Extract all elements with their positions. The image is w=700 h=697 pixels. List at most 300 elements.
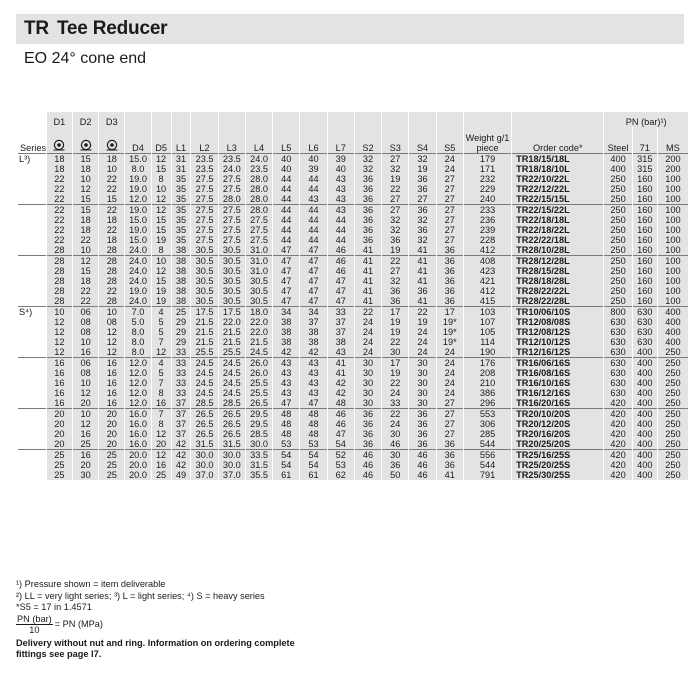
col-l3: L3 [218,127,245,154]
table-cell: 630 [604,388,632,398]
table-row [18,235,688,245]
table-cell: 20 [46,429,72,439]
table-cell: 100 [657,245,688,256]
table-cell: 46 [354,450,381,461]
table-cell: 30 [409,358,436,369]
table-cell: 105 [463,327,511,337]
table-cell: 29.5 [245,409,272,420]
table-cell: 250 [604,286,632,296]
series-cell [18,388,46,398]
table-cell: 28.0 [245,174,272,184]
table-row [18,347,688,358]
table-cell: 54 [273,460,300,470]
table-cell: 423 [463,266,511,276]
table-cell: 5 [151,317,171,327]
series-cell [18,368,46,378]
table-cell: 28 [99,276,125,286]
table-cell: 41 [327,358,354,369]
col-s4: S4 [409,127,436,154]
series-cell [18,460,46,470]
table-cell: 44 [273,225,300,235]
table-cell: 420 [604,460,632,470]
table-cell: 26.5 [218,419,245,429]
footnote-conversion [16,614,316,635]
table-cell: 30 [354,378,381,388]
table-cell: 44 [273,174,300,184]
table-cell: 25.5 [245,378,272,388]
table-cell: 35 [171,215,191,225]
table-cell: 46 [382,439,409,450]
table-cell: 62 [327,470,354,480]
table-cell: 22 [382,409,409,420]
table-cell: 400 [657,337,688,347]
table-cell: 32 [409,215,436,225]
table-cell: 27.5 [191,225,218,235]
fraction-denominator: 10 [29,624,40,635]
table-cell: 24.0 [125,245,151,256]
table-cell: 54 [300,450,327,461]
table-cell: 250 [604,245,632,256]
table-cell: 38 [300,337,327,347]
table-cell: 250 [657,388,688,398]
table-cell: 34 [273,307,300,318]
table-cell: 20 [73,460,99,470]
table-cell: 20 [151,439,171,450]
table-cell: 08 [73,327,99,337]
order-code-cell: TR22/18/22L [512,225,604,235]
table-cell: 27 [409,194,436,205]
page-subtitle: EO 24° cone end [24,50,147,67]
table-cell: 48 [300,429,327,439]
table-cell: 30.5 [245,276,272,286]
table-cell: 30 [409,378,436,388]
table-cell: 28 [46,276,72,286]
table-cell: 41 [354,276,381,286]
table-cell: 420 [604,419,632,429]
table-cell: 18 [99,215,125,225]
order-code-cell: TR18/18/10L [512,164,604,174]
table-cell: 30 [409,368,436,378]
table-row [18,256,688,267]
table-cell: 544 [463,439,511,450]
table-cell: 10 [73,409,99,420]
table-cell: 30.5 [191,266,218,276]
table-cell: 160 [632,225,657,235]
table-cell: 06 [73,358,99,369]
table-cell: 15.0 [125,215,151,225]
table-cell: 250 [657,429,688,439]
table-cell: 22 [46,184,72,194]
table-cell: 30 [382,450,409,461]
series-cell [18,256,46,267]
table-cell: 630 [604,368,632,378]
table-cell: 20 [99,429,125,439]
table-cell: 210 [463,378,511,388]
table-cell: 30.5 [218,256,245,267]
table-cell: 43 [327,184,354,194]
table-cell: 12 [151,154,171,165]
table-row [18,378,688,388]
table-row [18,358,688,369]
table-cell: 27 [436,215,463,225]
table-cell: 22 [99,225,125,235]
table-cell: 36 [354,215,381,225]
table-cell: 41 [409,296,436,307]
table-cell: 36 [436,276,463,286]
col-l6: L6 [300,127,327,154]
table-cell: 22 [99,184,125,194]
order-code-cell: TR16/08/16S [512,368,604,378]
table-cell: 37 [171,419,191,429]
table-cell: 7 [151,378,171,388]
table-row [18,205,688,216]
table-cell: 47 [327,276,354,286]
order-code-cell: TR28/22/22L [512,286,604,296]
table-cell: 420 [604,429,632,439]
table-cell: 8.0 [125,164,151,174]
table-cell: 46 [354,470,381,480]
order-code-cell: TR22/22/18L [512,235,604,245]
table-cell: 32 [382,276,409,286]
table-cell: 36 [354,225,381,235]
order-code-cell: TR12/08/12S [512,327,604,337]
table-cell: 296 [463,398,511,409]
table-cell: 44 [273,184,300,194]
table-cell: 36 [409,439,436,450]
footnotes [16,579,316,661]
table-row [18,439,688,450]
table-cell: 630 [632,317,657,327]
table-cell: 250 [604,276,632,286]
table-cell: 16 [46,398,72,409]
table-cell: 31.0 [245,245,272,256]
table-cell: 20 [73,398,99,409]
table-cell: 40 [273,154,300,165]
table-cell: 08 [99,317,125,327]
table-cell: 28.5 [245,429,272,439]
table-cell: 17 [382,307,409,318]
table-cell: 44 [273,215,300,225]
table-cell: 46 [409,460,436,470]
table-cell: 47 [273,276,300,286]
order-code-cell: TR12/10/12S [512,337,604,347]
table-row [18,337,688,347]
table-cell: 41 [436,470,463,480]
table-cell: 25 [151,470,171,480]
table-cell: 12 [151,450,171,461]
table-cell: 12.0 [125,194,151,205]
table-cell: 41 [327,368,354,378]
table-cell: 24.0 [125,296,151,307]
table-cell: 22 [99,286,125,296]
table-cell: 26.5 [218,409,245,420]
table-cell: 38 [171,256,191,267]
table-cell: 20.0 [125,450,151,461]
table-cell: 553 [463,409,511,420]
table-cell: 400 [632,398,657,409]
dimension-table [18,112,688,480]
table-cell: 35.5 [245,470,272,480]
table-cell: 400 [632,439,657,450]
table-cell: 47 [327,429,354,439]
table-cell: 12 [46,327,72,337]
order-code-cell: TR28/10/28L [512,245,604,256]
table-cell: 42 [327,378,354,388]
table-cell: 36 [354,184,381,194]
table-cell: 100 [657,256,688,267]
table-cell: 17.5 [218,307,245,318]
table-cell: 7 [151,409,171,420]
product-name: Tee Reducer [56,18,168,39]
table-cell: 47 [327,286,354,296]
table-cell: 32 [409,235,436,245]
series-cell [18,184,46,194]
series-cell [18,429,46,439]
table-cell: 25 [99,450,125,461]
table-cell: 31.5 [218,439,245,450]
table-cell: 21.5 [191,327,218,337]
table-cell: 47 [327,296,354,307]
table-cell: 46 [327,256,354,267]
table-cell: 27.5 [218,235,245,245]
table-cell: 8 [151,174,171,184]
series-cell [18,205,46,216]
table-cell: 32 [382,215,409,225]
series-cell [18,194,46,205]
table-cell: 250 [604,194,632,205]
table-cell: 20 [99,439,125,450]
table-cell: 06 [73,307,99,318]
table-cell: 27 [436,235,463,245]
table-cell: 556 [463,450,511,461]
table-row [18,307,688,318]
table-cell: 160 [632,194,657,205]
table-cell: 33 [171,358,191,369]
table-cell: 37 [171,409,191,420]
table-cell: 47 [273,398,300,409]
table-cell: 41 [409,266,436,276]
table-cell: 21.5 [191,337,218,347]
table-cell: 23.5 [191,164,218,174]
table-cell: 42 [171,450,191,461]
table-cell: 08 [73,317,99,327]
table-row [18,245,688,256]
table-cell: 16.0 [125,409,151,420]
connection-icon [73,127,99,154]
table-cell: 19.0 [125,205,151,216]
table-cell: 18 [46,154,72,165]
table-cell: 47 [273,296,300,307]
table-cell: 30.0 [218,460,245,470]
table-cell: 37 [171,429,191,439]
table-cell: 228 [463,235,511,245]
table-cell: 27.5 [191,194,218,205]
table-cell: 35 [171,184,191,194]
table-cell: 160 [632,205,657,216]
table-cell: 800 [604,307,632,318]
table-cell: 250 [604,296,632,307]
order-code-cell: TR12/16/12S [512,347,604,358]
table-cell: 40 [327,164,354,174]
table-cell: 36 [382,286,409,296]
table-cell: 28.5 [218,398,245,409]
series-cell [18,245,46,256]
series-cell [18,215,46,225]
table-cell: 20 [99,409,125,420]
table-cell: 33 [171,347,191,358]
table-cell: 100 [657,225,688,235]
table-cell: 15 [73,154,99,165]
table-cell: 24 [354,327,381,337]
table-cell: 250 [657,419,688,429]
table-cell: 18 [73,164,99,174]
table-cell: 30.5 [218,245,245,256]
table-cell: 38 [327,337,354,347]
table-cell: 16.0 [125,419,151,429]
table-cell: 49 [171,470,191,480]
table-cell: 33 [171,378,191,388]
table-cell: 28.0 [245,194,272,205]
table-cell: 41 [409,276,436,286]
table-cell: 400 [604,154,632,165]
table-cell: 22 [73,235,99,245]
table-cell: 19.0 [125,286,151,296]
table-cell: 18 [73,225,99,235]
table-cell: 412 [463,286,511,296]
table-cell: 42 [171,460,191,470]
order-code-cell: TR22/12/22L [512,184,604,194]
table-cell: 25 [46,460,72,470]
table-cell: 22 [46,215,72,225]
table-cell: 27 [436,205,463,216]
table-cell: 42 [273,347,300,358]
table-cell: 22 [354,307,381,318]
col-l7: L7 [327,127,354,154]
table-cell: 28 [46,296,72,307]
table-cell: 61 [300,470,327,480]
table-cell: 400 [632,409,657,420]
table-cell: 240 [463,194,511,205]
table-cell: 5 [151,327,171,337]
table-cell: 12 [73,388,99,398]
table-cell: 285 [463,429,511,439]
table-cell: 19 [151,296,171,307]
col-weight: Weight g/1 piece [463,127,511,154]
table-cell: 408 [463,256,511,267]
table-cell: 36 [354,205,381,216]
table-cell: 24.5 [218,388,245,398]
table-cell: 22 [382,184,409,194]
col-series: Series [18,127,46,154]
col-pn-group: PN (bar)¹) [604,112,688,127]
table-cell: 250 [604,266,632,276]
table-cell: 27.5 [191,174,218,184]
table-cell: 7.0 [125,307,151,318]
table-cell: 630 [632,307,657,318]
table-row [18,398,688,409]
table-cell: 30.5 [191,245,218,256]
table-cell: 400 [632,419,657,429]
table-cell: 15 [151,276,171,286]
table-cell: 420 [604,398,632,409]
product-code: TR [24,18,49,39]
table-cell: 250 [604,225,632,235]
table-cell: 47 [273,256,300,267]
table-cell: 8 [151,388,171,398]
table-cell: 100 [657,235,688,245]
table-cell: 27 [436,429,463,439]
table-cell: 250 [604,256,632,267]
table-cell: 48 [300,409,327,420]
table-cell: 160 [632,215,657,225]
table-cell: 34 [300,307,327,318]
table-cell: 17 [382,358,409,369]
table-cell: 100 [657,174,688,184]
table-cell: 54 [327,439,354,450]
table-cell: 12 [151,194,171,205]
table-cell: 36 [409,184,436,194]
series-cell [18,439,46,450]
table-cell: 250 [604,184,632,194]
table-cell: 24 [436,164,463,174]
table-cell: 31 [171,164,191,174]
table-cell: 16 [99,388,125,398]
table-cell: 16 [73,450,99,461]
table-cell: 33 [171,368,191,378]
table-cell: 20 [46,409,72,420]
table-cell: 400 [632,378,657,388]
header-bar [16,14,684,44]
table-cell: 38 [171,245,191,256]
table-cell: 47 [273,245,300,256]
table-cell: 33.5 [245,450,272,461]
table-cell: 27.5 [245,215,272,225]
table-cell: 28 [99,296,125,307]
table-row [18,470,688,480]
table-cell: 18 [73,276,99,286]
table-cell: 400 [657,327,688,337]
table-cell: 630 [604,317,632,327]
table-cell: 38 [171,276,191,286]
table-cell: 24 [382,388,409,398]
table-cell: 8.0 [125,337,151,347]
table-cell: 27.5 [218,184,245,194]
table-cell: 25 [73,439,99,450]
table-cell: 38 [171,266,191,276]
table-cell: 43 [327,174,354,184]
order-code-cell: TR20/16/20S [512,429,604,439]
table-cell: 412 [463,245,511,256]
table-cell: 250 [604,205,632,216]
table-cell: 250 [657,358,688,369]
table-cell: 41 [354,266,381,276]
table-cell: 27.5 [191,235,218,245]
table-cell: 160 [632,276,657,286]
table-cell: 27.5 [191,205,218,216]
table-cell: 43 [273,378,300,388]
table-cell: 26.0 [245,358,272,369]
table-cell: 30.0 [218,450,245,461]
table-cell: 43 [327,205,354,216]
table-cell: 22 [46,225,72,235]
table-cell: 26.5 [191,419,218,429]
table-cell: 42 [300,347,327,358]
delivery-note: Delivery without nut and ring. Information on ordering complete fittings see page I7. [16,637,295,660]
table-cell: 37.0 [191,470,218,480]
table-cell: 44 [300,174,327,184]
table-cell: 36 [354,194,381,205]
table-cell: 10 [99,307,125,318]
